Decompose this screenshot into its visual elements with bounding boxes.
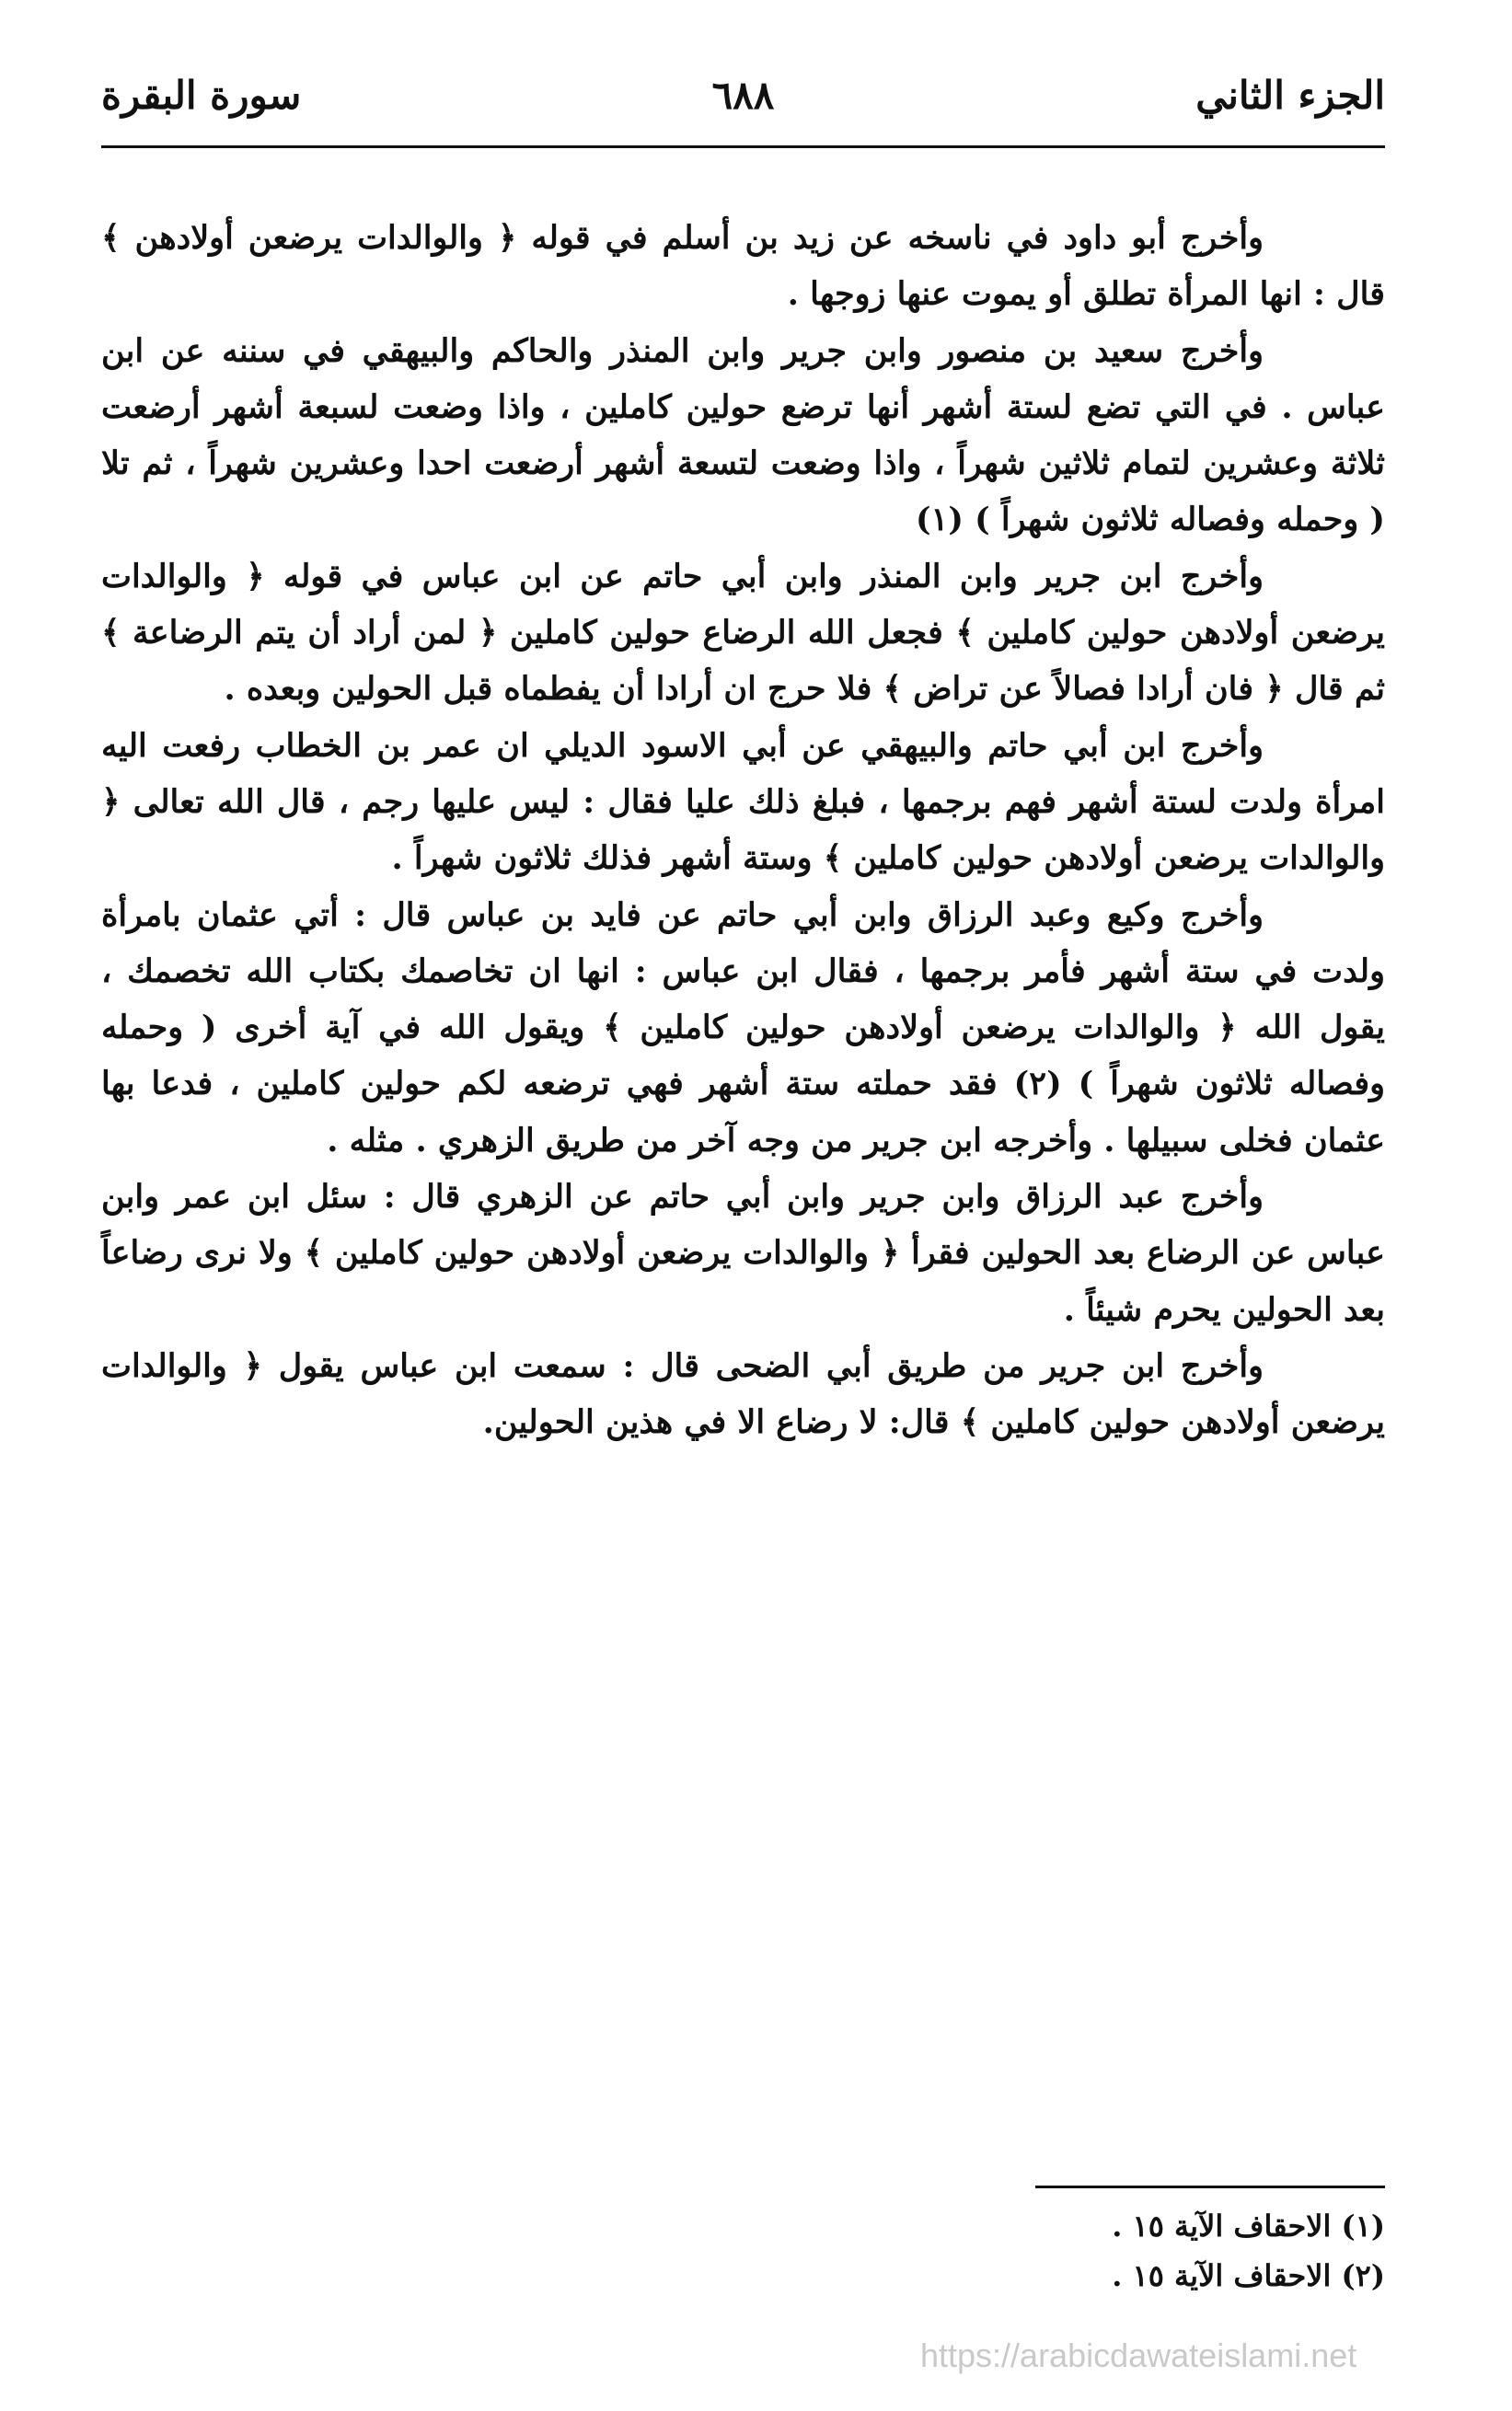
paragraph: وأخرج سعيد بن منصور وابن جرير وابن المنذر والحاكم والبيهقي في سننه عن ابن عباس . في التي تضع لستة أشهر أنها ترضع حولين كاملين ، واذا وضعت لسبعة أشهر أرضعت ثلاثة وعشرين لتمام ثلاثين شهراً ، واذا وضعت لتسعة أشهر أرضعت احدا وعشرين شهراً ، ثم تلا ( وحمله وفصاله ثلاثون شهراً ) (١) <box>101 331 1385 539</box>
footnote-divider <box>1035 2186 1385 2188</box>
running-head-part: الجزء الثاني <box>1195 73 1385 118</box>
paragraph: وأخرج وكيع وعبد الرزاق وابن أبي حاتم عن فايد بن عباس قال : أتي عثمان بامرأة ولدت في ستة أشهر فأمر برجمها ، فقال ابن عباس : انها ان تخاصمك بكتاب الله تخصمك ، يقول الله ﴿ والوالدات يرضعن أولادهن حولين كاملين ﴾ ويقول الله في آية أخرى ( وحمله وفصاله ثلاثون شهراً ) (٢) فقد حملته ستة أشهر فهي ترضعه لكم حولين كاملين ، فدعا بها عثمان فخلى سبيلها . وأخرجه ابن جرير من وجه آخر من طريق الزهري . مثله . <box>101 895 1385 1159</box>
watermark-url: https://arabicdawateislami.net <box>920 2336 1357 2374</box>
paragraph: وأخرج ابن جرير من طريق أبي الضحى قال : سمعت ابن عباس يقول ﴿ والوالدات يرضعن أولادهن حولين كاملين ﴾ قال: لا رضاع الا في هذين الحولين. <box>101 1346 1385 1442</box>
paragraph: وأخرج عبد الرزاق وابن جرير وابن أبي حاتم عن الزهري قال : سئل ابن عمر وابن عباس عن الرضاع بعد الحولين فقرأ ﴿ والوالدات يرضعن أولادهن حولين كاملين ﴾ ولا نرى رضاعاً بعد الحولين يحرم شيئاً . <box>101 1178 1385 1329</box>
main-text <box>101 210 1385 1451</box>
page-header <box>101 57 1385 134</box>
footnotes <box>833 2201 1385 2301</box>
paragraph: وأخرج ابن أبي حاتم والبيهقي عن أبي الاسود الديلي ان عمر بن الخطاب رفعت اليه امرأة ولدت لستة أشهر فهم برجمها ، فبلغ ذلك عليا فقال : ليس عليها رجم ، قال الله تعالى ﴿ والوالدات يرضعن أولادهن حولين كاملين ﴾ وستة أشهر فذلك ثلاثون شهراً . <box>101 726 1385 878</box>
page-number: ٦٨٨ <box>711 73 775 118</box>
paragraph: وأخرج أبو داود في ناسخه عن زيد بن أسلم في قوله ﴿ والوالدات يرضعن أولادهن ﴾ قال : انها المرأة تطلق أو يموت عنها زوجها . <box>101 219 1385 314</box>
footnote: (١) الاحقاف الآية ١٥ . <box>1112 2209 1385 2244</box>
running-head-surah: سورة البقرة <box>101 73 302 118</box>
header-divider <box>101 145 1385 148</box>
footnote: (٢) الاحقاف الآية ١٥ . <box>1112 2258 1385 2293</box>
paragraph: وأخرج ابن جرير وابن المنذر وابن أبي حاتم عن ابن عباس في قوله ﴿ والوالدات يرضعن أولادهن حولين كاملين ﴾ فجعل الله الرضاع حولين كاملين ﴿ لمن أراد أن يتم الرضاعة ﴾ ثم قال ﴿ فان أرادا فصالاً عن تراض ﴾ فلا حرج ان أرادا أن يفطماه قبل الحولين وبعده . <box>101 557 1385 709</box>
